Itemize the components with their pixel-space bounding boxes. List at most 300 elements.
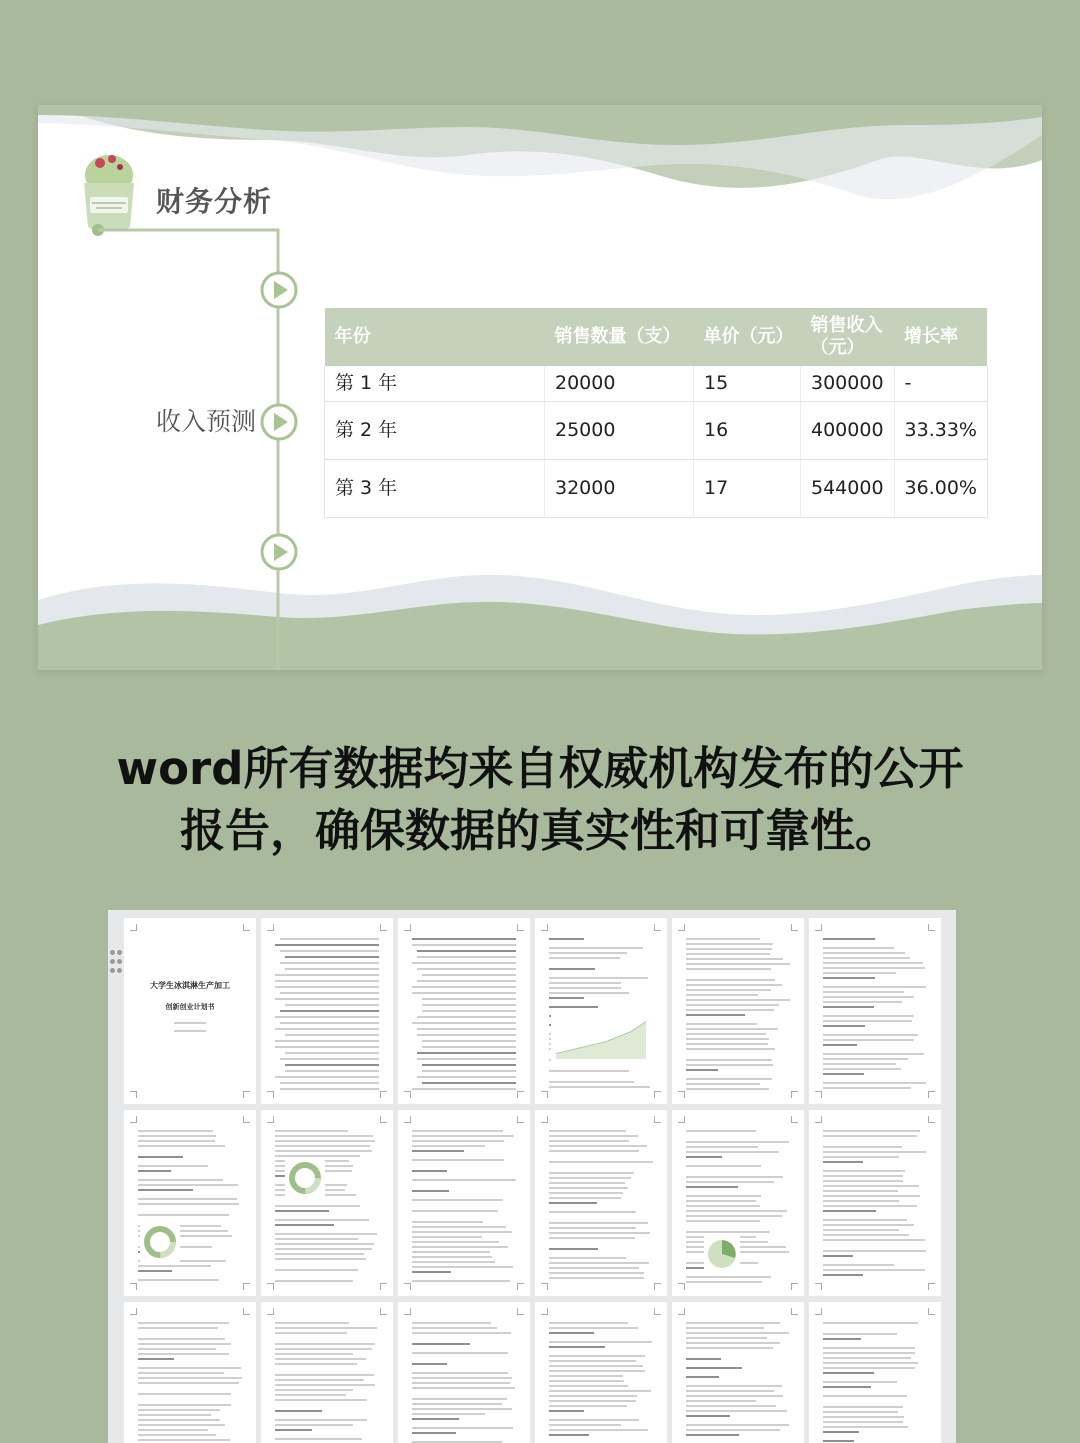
text-line	[686, 938, 760, 940]
text-line	[823, 938, 875, 940]
text-line	[275, 974, 379, 976]
text-line	[686, 1390, 774, 1392]
cell-quantity: 20000	[545, 366, 694, 402]
text-line	[823, 1224, 914, 1226]
text-line	[422, 998, 516, 1000]
document-page-grid	[108, 910, 956, 1443]
text-line	[549, 1182, 625, 1184]
text-line	[275, 1135, 373, 1137]
text-line	[138, 1409, 220, 1411]
text-line	[275, 1258, 366, 1260]
crop-mark	[130, 924, 137, 931]
document-page-thumbnail[interactable]	[535, 1110, 667, 1296]
table-header-row	[325, 308, 988, 366]
crop-mark	[243, 1091, 250, 1098]
crop-mark	[928, 924, 935, 931]
document-page-thumbnail[interactable]	[124, 1110, 256, 1296]
crop-mark	[404, 1283, 411, 1290]
text-line	[823, 1001, 902, 1003]
text-line	[686, 1231, 770, 1233]
text-line	[417, 1034, 516, 1036]
text-line	[686, 1033, 766, 1035]
text-line	[275, 1429, 312, 1431]
text-line	[686, 1186, 738, 1188]
crop-mark	[404, 1116, 411, 1123]
text-line	[549, 1081, 634, 1083]
text-line	[823, 947, 894, 949]
text-line	[823, 1333, 897, 1335]
text-line	[549, 938, 584, 940]
text-line	[275, 1210, 329, 1212]
text-line	[549, 1346, 605, 1348]
text-line	[275, 1224, 334, 1226]
text-line	[549, 1327, 638, 1329]
text-line	[549, 957, 620, 959]
document-page-thumbnail[interactable]	[124, 1302, 256, 1443]
document-page-thumbnail[interactable]	[672, 1110, 804, 1296]
text-line	[823, 1073, 864, 1075]
crop-mark	[404, 924, 411, 931]
cell-revenue: 544000	[801, 460, 895, 518]
text-line	[823, 962, 923, 964]
text-line	[275, 1374, 374, 1376]
text-line	[412, 1226, 506, 1228]
text-line	[138, 1170, 171, 1172]
text-line	[549, 1370, 645, 1372]
text-line	[686, 1165, 761, 1167]
header-revenue: 销售收入（元）	[801, 308, 895, 366]
text-line	[412, 1408, 512, 1410]
text-line	[412, 1332, 511, 1334]
text-line	[138, 1130, 213, 1132]
crop-mark	[380, 1283, 387, 1290]
text-line	[686, 999, 790, 1001]
text-line	[823, 1357, 911, 1359]
text-line	[549, 982, 621, 984]
crop-mark	[791, 924, 798, 931]
text-line	[823, 1161, 863, 1163]
text-line	[686, 1415, 730, 1417]
text-line	[686, 1200, 756, 1202]
text-line	[422, 1004, 516, 1006]
text-line	[823, 1440, 854, 1442]
crop-mark	[541, 924, 548, 931]
text-line	[138, 1189, 193, 1191]
cell-unit-price: 16	[694, 402, 801, 460]
text-line	[412, 986, 516, 988]
text-line	[686, 1146, 758, 1148]
text-line	[549, 952, 627, 954]
text-line	[823, 1205, 917, 1207]
cell-revenue: 300000	[801, 366, 895, 402]
crop-mark	[130, 1116, 137, 1123]
crop-mark	[678, 1308, 685, 1315]
text-line	[549, 1211, 636, 1213]
document-page-thumbnail[interactable]	[672, 1302, 804, 1443]
text-line	[823, 1362, 918, 1364]
document-page-thumbnail[interactable]	[809, 1110, 941, 1296]
crop-mark	[130, 1091, 137, 1098]
crop-mark	[791, 1091, 798, 1098]
text-line	[138, 1156, 183, 1158]
cell-unit-price: 15	[694, 366, 801, 402]
mini-donut-chart	[285, 1158, 325, 1198]
cover-subtitle: 创新创业计划书	[165, 1002, 215, 1011]
text-line	[686, 1141, 789, 1143]
text-line	[275, 1379, 364, 1381]
text-line	[285, 956, 379, 958]
text-line	[823, 986, 926, 988]
text-line	[549, 1248, 598, 1250]
text-line	[549, 1161, 653, 1163]
text-line	[823, 1372, 874, 1374]
text-line	[823, 1219, 907, 1221]
text-line	[412, 962, 516, 964]
text-line	[686, 1064, 773, 1066]
text-line	[417, 950, 516, 952]
text-line	[412, 1150, 464, 1152]
text-line	[280, 938, 379, 940]
text-line	[275, 1238, 358, 1240]
text-line	[275, 1348, 372, 1350]
text-line	[275, 1248, 372, 1250]
text-line	[275, 1046, 379, 1048]
text-line	[138, 1372, 224, 1374]
text-line	[412, 1221, 483, 1223]
text-line	[275, 1399, 367, 1401]
text-line	[823, 1229, 899, 1231]
text-line	[275, 1424, 353, 1426]
text-line	[823, 1068, 901, 1070]
text-line	[823, 957, 910, 959]
text-line	[823, 1431, 859, 1433]
document-page-thumbnail[interactable]	[261, 1302, 393, 1443]
text-line	[823, 1234, 909, 1236]
text-line	[138, 1419, 220, 1421]
crop-mark	[791, 1283, 798, 1290]
text-line	[549, 1390, 651, 1392]
play-icon	[260, 271, 298, 309]
text-line	[138, 1414, 211, 1416]
text-line	[549, 1332, 594, 1334]
text-line	[412, 1236, 482, 1238]
table-row	[325, 366, 988, 402]
text-line	[686, 1205, 760, 1207]
cell-quantity: 32000	[545, 460, 694, 518]
text-line	[823, 1039, 914, 1041]
cell-year: 第 3 年	[325, 460, 545, 518]
text-line	[823, 1416, 904, 1418]
text-line	[549, 1172, 634, 1174]
text-line	[823, 1386, 871, 1388]
cell-revenue: 400000	[801, 402, 895, 460]
text-line	[275, 1394, 346, 1396]
text-line	[549, 1177, 631, 1179]
text-line	[686, 1327, 764, 1329]
text-line	[275, 1322, 349, 1324]
crop-mark	[243, 1283, 250, 1290]
text-line	[686, 979, 775, 981]
document-page-thumbnail[interactable]	[261, 1110, 393, 1296]
text-line	[412, 1261, 495, 1263]
text-line	[412, 1432, 456, 1434]
table-row	[325, 402, 988, 460]
mini-pie-chart	[704, 1236, 740, 1272]
text-line	[138, 1434, 216, 1436]
text-line	[549, 1322, 628, 1324]
text-line	[549, 1202, 597, 1204]
crop-mark	[517, 1091, 524, 1098]
text-line	[823, 1421, 903, 1423]
text-line	[549, 1130, 626, 1132]
header-quantity: 销售数量（支）	[545, 308, 694, 366]
text-line	[549, 1070, 629, 1072]
text-line	[686, 1400, 756, 1402]
crop-mark	[380, 1091, 387, 1098]
text-line	[417, 956, 516, 958]
text-line	[686, 968, 771, 970]
table-row	[325, 460, 988, 518]
document-page-thumbnail[interactable]	[398, 918, 530, 1104]
text-line	[823, 1338, 861, 1340]
text-line	[138, 1265, 211, 1267]
text-line	[549, 987, 621, 989]
text-line	[412, 1179, 516, 1181]
document-page-thumbnail[interactable]	[535, 1302, 667, 1443]
crop-mark	[928, 1116, 935, 1123]
text-line	[174, 1030, 206, 1032]
text-line	[823, 1034, 918, 1036]
text-line	[422, 1070, 516, 1072]
text-line	[549, 977, 648, 979]
document-page-thumbnail[interactable]	[124, 918, 256, 1104]
text-line	[412, 1322, 491, 1324]
crop-mark	[380, 1308, 387, 1315]
text-line	[275, 998, 379, 1000]
text-line	[823, 1190, 898, 1192]
text-line	[412, 1266, 513, 1268]
text-line	[686, 994, 758, 996]
text-line	[275, 1076, 379, 1078]
text-line	[549, 1277, 644, 1279]
text-line	[549, 1232, 650, 1234]
text-line	[138, 1358, 174, 1360]
text-line	[275, 1243, 374, 1245]
text-line	[549, 1086, 650, 1088]
crop-mark	[243, 924, 250, 931]
text-line	[549, 1237, 635, 1239]
text-line	[138, 1270, 172, 1272]
slide-title: 财务分析	[156, 185, 273, 218]
text-line	[174, 1022, 206, 1024]
text-line	[138, 1404, 231, 1406]
text-line	[275, 1233, 377, 1235]
text-line	[686, 958, 783, 960]
text-line	[138, 1135, 216, 1137]
crop-mark	[815, 1116, 822, 1123]
text-line	[138, 1343, 231, 1345]
text-line	[823, 1269, 925, 1271]
text-line	[275, 1438, 362, 1440]
text-line	[823, 1082, 926, 1084]
text-line	[417, 980, 516, 982]
crop-mark	[815, 924, 822, 931]
document-page-thumbnail[interactable]	[672, 918, 804, 1104]
crop-mark	[517, 1116, 524, 1123]
text-line	[686, 1424, 789, 1426]
text-line	[823, 1352, 915, 1354]
text-line	[686, 963, 790, 965]
crop-mark	[404, 1308, 411, 1315]
document-page-thumbnail[interactable]	[809, 1302, 941, 1443]
text-line	[275, 1219, 369, 1221]
text-line	[417, 1028, 516, 1030]
crop-mark	[243, 1308, 250, 1315]
text-line	[285, 1004, 379, 1006]
text-line	[823, 991, 904, 993]
text-line	[412, 1413, 485, 1415]
text-line	[138, 1327, 218, 1329]
text-line	[549, 1355, 645, 1357]
crop-mark	[243, 1116, 250, 1123]
text-line	[686, 1083, 760, 1085]
text-line	[138, 1353, 229, 1355]
text-line	[138, 1198, 237, 1200]
cover-title: 大学生冰淇淋生产加工	[150, 980, 230, 990]
header-year: 年份	[325, 308, 545, 366]
text-line	[412, 1363, 447, 1365]
text-line	[549, 1257, 626, 1259]
text-line	[823, 996, 914, 998]
text-line	[549, 1150, 639, 1152]
text-line	[549, 1360, 636, 1362]
crop-mark	[791, 1116, 798, 1123]
text-line	[549, 1395, 637, 1397]
text-line	[549, 1434, 589, 1436]
text-line	[412, 1418, 459, 1420]
text-line	[275, 1253, 364, 1255]
text-line	[686, 1156, 722, 1158]
text-line	[549, 1197, 621, 1199]
text-line	[275, 1280, 353, 1282]
text-line	[823, 1347, 915, 1349]
crop-mark	[678, 1283, 685, 1290]
text-line	[275, 1389, 353, 1391]
text-line	[823, 1015, 914, 1017]
text-line	[412, 1088, 516, 1090]
text-line	[549, 1145, 647, 1147]
caption	[0, 738, 1080, 862]
text-line	[686, 1342, 780, 1344]
text-line	[275, 1327, 377, 1329]
text-line	[686, 1028, 778, 1030]
document-page-thumbnail[interactable]	[535, 918, 667, 1104]
crop-mark	[678, 924, 685, 931]
text-line	[280, 992, 379, 994]
text-line	[138, 1367, 241, 1369]
document-page-thumbnail[interactable]	[809, 918, 941, 1104]
text-line	[686, 1385, 782, 1387]
text-line	[275, 1150, 372, 1152]
cell-growth: 36.00%	[894, 460, 987, 518]
text-line	[138, 1338, 225, 1340]
text-line	[138, 1382, 239, 1384]
crop-mark	[654, 1283, 661, 1290]
text-line	[549, 1429, 648, 1431]
text-line	[686, 1405, 776, 1407]
header-unit-price: 单价（元）	[694, 308, 801, 366]
crop-mark	[815, 1283, 822, 1290]
text-line	[412, 1199, 503, 1201]
text-line	[412, 1170, 447, 1172]
text-line	[686, 1367, 742, 1369]
text-line	[412, 1403, 502, 1405]
text-line	[275, 1028, 379, 1030]
text-line	[823, 1210, 876, 1212]
text-line	[138, 1348, 216, 1350]
text-line	[823, 1406, 903, 1408]
crop-mark	[404, 1091, 411, 1098]
slide	[38, 105, 1042, 670]
text-line	[275, 944, 379, 946]
crop-mark	[678, 1091, 685, 1098]
cell-year: 第 2 年	[325, 402, 545, 460]
text-line	[686, 1181, 774, 1183]
text-line	[549, 1410, 584, 1412]
drag-handle-icon[interactable]	[108, 950, 124, 980]
document-page-thumbnail[interactable]	[261, 918, 393, 1104]
text-line	[686, 1322, 780, 1324]
text-line	[412, 1241, 499, 1243]
play-icon	[260, 403, 298, 441]
crop-mark	[791, 1308, 798, 1315]
text-line	[823, 1170, 905, 1172]
text-line	[549, 1006, 598, 1008]
text-line	[275, 986, 379, 988]
crop-mark	[267, 1308, 274, 1315]
text-line	[412, 1135, 514, 1137]
text-line	[285, 1034, 379, 1036]
crop-mark	[654, 1091, 661, 1098]
text-line	[823, 1151, 926, 1153]
text-line	[138, 1424, 225, 1426]
text-line	[138, 1429, 208, 1431]
document-page-thumbnail[interactable]	[398, 1110, 530, 1296]
text-line	[417, 968, 516, 970]
text-line	[412, 1145, 485, 1147]
text-line	[686, 1337, 767, 1339]
text-line	[823, 1322, 918, 1324]
text-line	[412, 944, 516, 946]
text-line	[686, 1038, 769, 1040]
text-line	[417, 1076, 516, 1078]
text-line	[549, 1380, 624, 1382]
crop-mark	[928, 1283, 935, 1290]
text-line	[412, 1256, 492, 1258]
text-line	[823, 1180, 903, 1182]
text-line	[686, 1215, 782, 1217]
text-line	[823, 972, 896, 974]
text-line	[549, 947, 643, 949]
text-line	[138, 1184, 238, 1186]
text-line	[275, 1140, 375, 1142]
text-line	[412, 1327, 497, 1329]
document-page-thumbnail[interactable]	[398, 1302, 530, 1443]
text-line	[549, 1135, 638, 1137]
revenue-forecast-label: 收入预测	[156, 407, 257, 436]
text-line	[417, 1058, 516, 1060]
caption-line-1: word所有数据均来自权威机构发布的公开	[116, 742, 964, 795]
